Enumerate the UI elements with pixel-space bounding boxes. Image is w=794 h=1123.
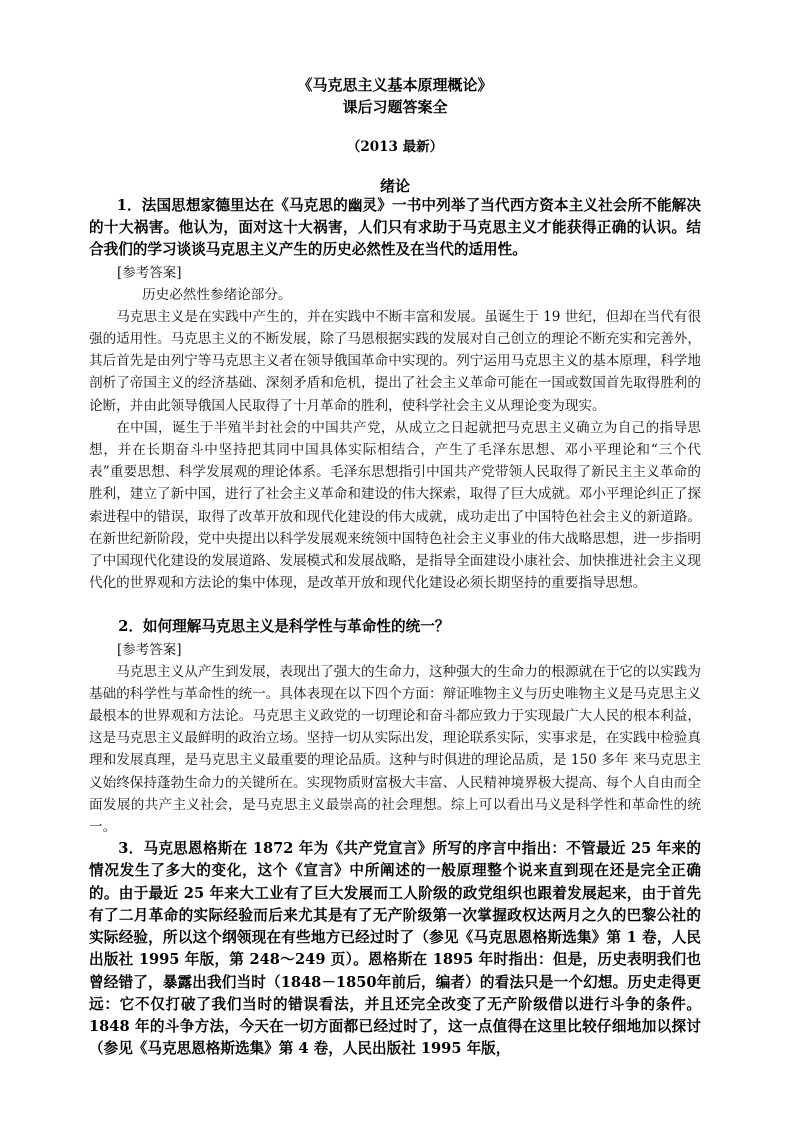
question-3: 3．马克思恩格斯在 1872 年为《共产党宣言》所写的序言中指出：不管最近 25 年来的情况发生了多大的变化，这个《宣言》中所阐述的一般原理整个说来直到现在还是完全正确的。由于最近 25 年来大工业有了巨大发展而工人阶级的政党组织也跟着发展起来，由于首先有了二月革命的实际经验而后来尤其是有了无产阶级第一次掌握政权达两月之久的巴黎公社的实际经验，所以这个纲领现在有些地方已经过时了（参见《马克思恩格斯选集》第 1 卷，人民出版社 1995 年版，第 248～249 页）。恩格斯在 1895 年时指出：但是，历史表明我们也曾经错了，暴露出我们当时（1848－1850年前后，编者）的看法只是一个幻想。历史走得更远：它不仅打破了我们当时的错误看法，并且还完全改变了无产阶级借以进行斗争的条件。1848 年的斗争方法，今天在一切方面都已经过时了，这一点值得在这里比较仔细地加以探讨（参见《马克思恩格斯选集》第 4 卷，人民出版社 1995 年版， xyxy=(89,840,701,1058)
question-2: 2．如何理解马克思主义是科学性与革命性的统一？ xyxy=(118,618,450,636)
answer-label-2: [参考答案] xyxy=(117,641,182,658)
question-1: 1．法国思想家德里达在《马克思的幽灵》一书中列举了当代西方资本主义社会所不能解决的十大祸害。他认为，面对这十大祸害，人们只有求助于马克思主义才能获得正确的认识。结合我们的学习谈谈马克思主义产生的历史必然性及在当代的适用性。 xyxy=(89,197,701,259)
answer-label-1: [参考答案] xyxy=(117,264,182,281)
answer-2-paragraph-1: 马克思主义从产生到发展，表现出了强大的生命力，这种强大的生命力的根源就在于它的以实践为基础的科学性与革命性的统一。具体表现在以下四个方面：辩证唯物主义与历史唯物主义是马克思主义最根本的世界观和方法论。马克思主义政党的一切理论和奋斗都应致力于实现最广大人民的根本利益，这是马克思主义最鲜明的政治立场。坚持一切从实际出发，理论联系实际，实事求是，在实践中检验真理和发展真理，是马克思主义最重要的理论品质。这种与时俱进的理论品质，是 150 多年 来马克思主义始终保持蓬勃生命力的关键所在。实现物质财富极大丰富、人民精神境界极大提高、每个人自由而全面发展的共产主义社会，是马克思主义最崇高的社会理想。综上可以看出马义是科学性和革命性的统一。 xyxy=(89,663,701,836)
paragraph-gap xyxy=(89,594,701,616)
title-line-1: 《马克思主义基本原理概论》 xyxy=(297,76,493,94)
document-body xyxy=(89,74,701,1060)
title-line-2: 课后习题答案全 xyxy=(342,98,448,116)
document-title xyxy=(89,74,701,118)
section-heading: 绪论 xyxy=(379,177,410,195)
answer-1-paragraph-2: 马克思主义是在实践中产生的，并在实践中不断丰富和发展。虽诞生于 19 世纪，但却在当代有很强的适用性。马克思主义的不断发展，除了马恩根据实践的发展对自己创立的理论不断充实和完善外，其后首先是由列宁等马克思主义者在领导俄国革命中实现的。列宁运用马克思主义的基本原理，科学地剖析了帝国主义的经济基础、深刻矛盾和危机，提出了社会主义革命可能在一国或数国首先取得胜利的论断，并由此领导俄国人民取得了十月革命的胜利，使科学社会主义从理论变为现实。 xyxy=(89,308,701,414)
year-note: （2013 最新） xyxy=(346,139,444,155)
answer-1-paragraph-3: 在中国，诞生于半殖半封社会的中国共产党，从成立之日起就把马克思主义确立为自己的指导思想，并在长期奋斗中坚持把其同中国具体实际相结合，产生了毛泽东思想、邓小平理论和“三个代表”重要思想、科学发展观的理论体系。毛泽东思想指引中国共产党带领人民取得了新民主主义革命的胜利，建立了新中国，进行了社会主义革命和建设的伟大探索，取得了巨大成就。邓小平理论纠正了探索进程中的错误，取得了改革开放和现代化建设的伟大成就，成功走出了中国特色社会主义的新道路。在新世纪新阶段，党中央提出以科学发展观来统领中国特色社会主义事业的伟大战略思想，进一步指明了中国现代化建设的发展道路、发展模式和发展战略，是指导全面建设小康社会、加快推进社会主义现代化的世界观和方法论的集中体现，是改革开放和现代化建设必须长期坚持的重要指导思想。 xyxy=(89,419,701,592)
answer-1-paragraph-1: 历史必然性参绪论部分。 xyxy=(142,286,292,303)
